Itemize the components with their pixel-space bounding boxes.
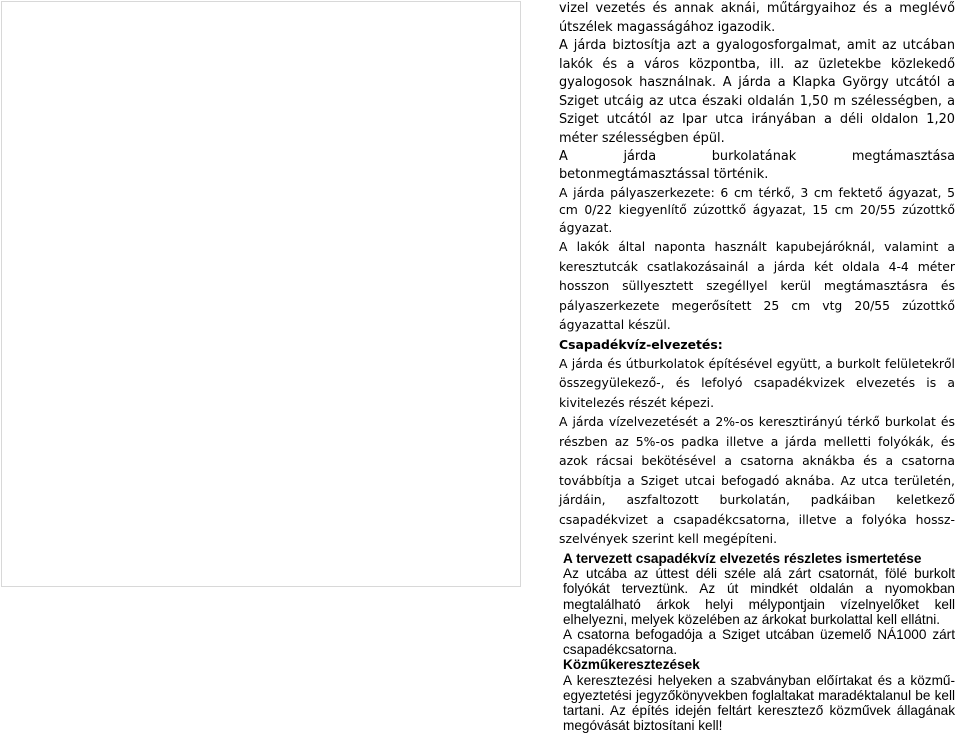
paragraph-support: A járda burkolatának megtámasztása betonmegtámasztással történik. xyxy=(559,149,955,182)
paragraph-stormwater-intro: A járda és útburkolatok építésével együtt, a burkolt felületekről összegyülekező-, és lefolyó csapadékvizek elvezetés is a kivitelezés részét képezi. xyxy=(559,355,955,410)
paragraph-driveways: A lakók által naponta használt kapubejáróknál, valamint a keresztutcák csatlakozásainál a járda két oldala 4-4 méter hosszon süllyesztett szegéllyel kerül megtámasztásra és pályaszerkezete megerősített 25 cm vtg 20/55 zúzottkő ágyazattal készül. xyxy=(559,238,955,333)
paragraph-sidewalk: A járda biztosítja azt a gyalogosforgalmat, amit az utcában lakók és a város központba, ill. az üzletekbe közlekedő gyalogosok használnak. A járda a Klapka György utcától a Sziget utcáig az utca északi oldalán 1,50 m szélességben, a Sziget utcától az Ipar utca irányában a déli oldalon 1,20 méter szélességben épül. xyxy=(559,38,955,146)
paragraph-stormwater-details: A járda vízelvezetését a 2%-os keresztirányú térkő burkolat és részben az 5%-os padka illetve a járda melletti folyókák, és azok rácsai bekötésével a csatorna aknákba és a csatorna továbbítja a Sziget utcai befogadó aknába. Az utca területén, járdáin, aszfaltozott burkolatán, padkáiban keletkező csapadékvizet a csapadékcsatorna, illetve a folyóka hossz-szelvények szerint kell megépíteni. xyxy=(559,414,955,547)
heading-planned-stormwater: A tervezett csapadékvíz elvezetés részletes ismertetése xyxy=(563,550,922,566)
paragraph-structure: A járda pályaszerkezete: 6 cm térkő, 3 cm fektető ágyazat, 5 cm 0/22 kiegyenlítő zúzottkő ágyazat, 15 cm 20/55 zúzottkő ágyazat. xyxy=(559,184,955,236)
paragraph-planned-stormwater: Az utcába az úttest déli széle alá zárt csatornát, fölé burkolt folyókát terveztünk. Az út mindkét oldalán a nyomokban megtalálható árkok helyi mélypontjain vízelnyelőket kell elhelyezni, melyek közelében az árkokat burkolattal kell ellátni. xyxy=(563,566,955,627)
paragraph-receiver: A csatorna befogadója a Sziget utcában üzemelő NÁ1000 zárt csapadékcsatorna. xyxy=(563,626,955,658)
blank-left-panel xyxy=(1,1,521,587)
document-text-column xyxy=(559,0,955,733)
paragraph-utility-crossings: A keresztezési helyeken a szabványban előírtakat és a közmű-egyeztetési jegyzőkönyvekben foglaltakat maradéktalanul be kell tartani. Az építés idején feltárt keresztező közművek állagának megóvását biztosítani kell! xyxy=(563,672,955,733)
paragraph-intro: vizel vezetés és annak aknái, műtárgyaihoz és a meglévő útszélek magasságához igazodik. xyxy=(559,1,955,35)
heading-utility-crossings: Közműkeresztezések xyxy=(563,657,700,673)
heading-stormwater: Csapadékvíz-elvezetés: xyxy=(559,336,723,352)
